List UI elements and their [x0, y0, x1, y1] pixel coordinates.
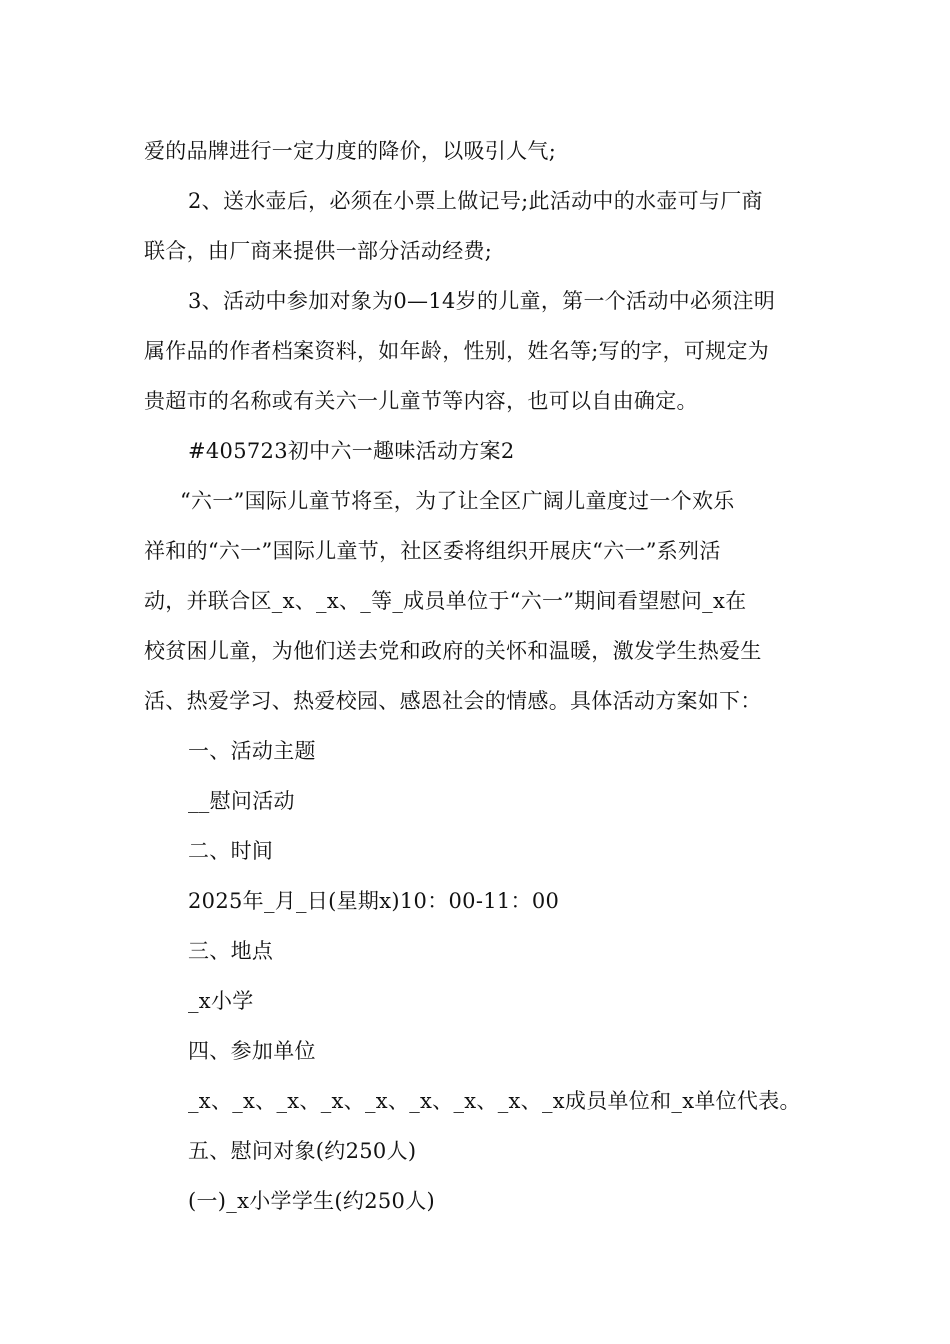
- paragraph-line: 贵超市的名称或有关六一儿童节等内容，也可以自由确定。: [144, 389, 698, 413]
- paragraph-line: (一)_x小学学生(约250人): [188, 1189, 435, 1213]
- section-heading: 三、地点: [188, 939, 274, 963]
- paragraph-line: 属作品的作者档案资料，如年龄，性别，姓名等;写的字，可规定为: [144, 339, 770, 363]
- paragraph-line: 动，并联合区_x、_x、_等_成员单位于“六一”期间看望慰问_x在: [144, 589, 747, 613]
- paragraph-line: __慰问活动: [188, 789, 295, 813]
- paragraph-line: “六一”国际儿童节将至，为了让全区广阔儿童度过一个欢乐: [180, 489, 735, 513]
- paragraph-line: 活、热爱学习、热爱校园、感恩社会的情感。具体活动方案如下：: [144, 689, 762, 713]
- section-heading: 二、时间: [188, 839, 274, 863]
- section-heading: 一、活动主题: [188, 739, 316, 763]
- paragraph-line: 爱的品牌进行一定力度的降价，以吸引人气;: [144, 139, 557, 163]
- paragraph-line: 祥和的“六一”国际儿童节，社区委将组织开展庆“六一”系列活: [144, 539, 721, 563]
- paragraph-line: 2025年_月_日(星期x)10：00-11：00: [188, 889, 560, 913]
- paragraph-line: 校贫困儿童，为他们送去党和政府的关怀和温暖，激发学生热爱生: [144, 639, 762, 663]
- paragraph-line: 联合，由厂商来提供一部分活动经费;: [144, 239, 493, 263]
- section-heading: 四、参加单位: [188, 1039, 316, 1063]
- section-heading: #405723初中六一趣味活动方案2: [188, 439, 515, 463]
- paragraph-line: _x、_x、_x、_x、_x、_x、_x、_x、_x成员单位和_x单位代表。: [188, 1089, 801, 1113]
- paragraph-line: _x小学: [188, 989, 254, 1013]
- paragraph-line: 3、活动中参加对象为0—14岁的儿童，第一个活动中必须注明: [188, 289, 776, 313]
- section-heading: 五、慰问对象(约250人): [188, 1139, 417, 1163]
- paragraph-line: 2、送水壶后，必须在小票上做记号;此活动中的水壶可与厂商: [188, 189, 763, 213]
